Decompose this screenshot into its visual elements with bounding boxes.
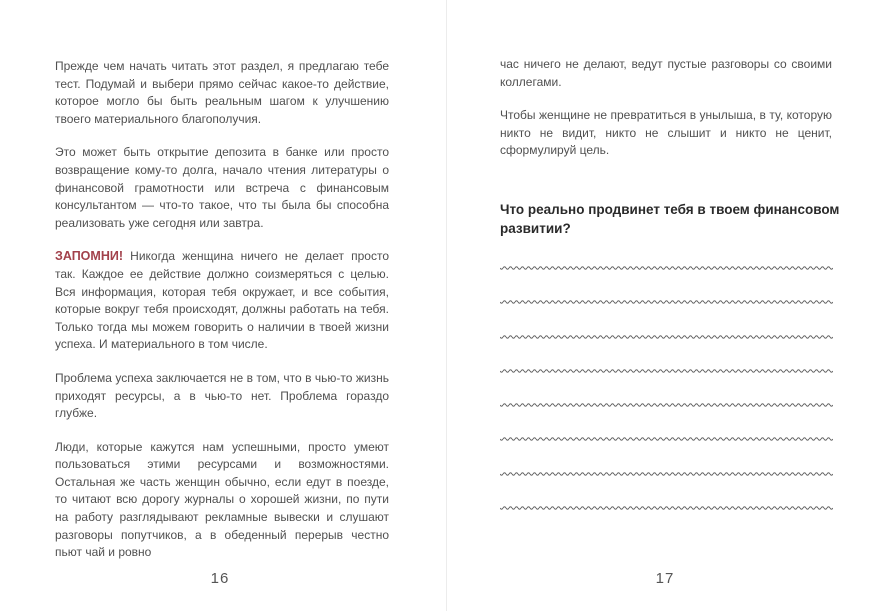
answer-line[interactable] bbox=[500, 395, 833, 429]
paragraph: час ничего не делают, ведут пустые разговоры со своими коллегами. bbox=[500, 57, 832, 89]
answer-line[interactable] bbox=[500, 361, 833, 395]
remember-text: Никогда женщина ничего не делает просто так. Каждое ее действие должно соизмеряться с целью. Вся информация, которая тебя окружает, и все события, которые вокруг тебя происходят, должны работать на тебя. Только тогда мы можем говорить о наличии в твоей жизни успеха. И материального в том числе. bbox=[55, 249, 389, 352]
remember-label: ЗАПОМНИ! bbox=[55, 249, 123, 264]
right-text-column bbox=[500, 56, 832, 176]
wavy-line-icon bbox=[500, 264, 833, 272]
wavy-line-icon bbox=[500, 298, 833, 306]
answer-line[interactable] bbox=[500, 464, 833, 498]
answer-line[interactable] bbox=[500, 498, 833, 532]
right-page bbox=[453, 0, 893, 611]
paragraph: Чтобы женщине не превратиться в унылыша, в ту, которую никто не видит, никто не слышит и никто не ценит, сформулируй цель. bbox=[500, 108, 832, 158]
wavy-line-icon bbox=[500, 470, 833, 478]
paragraph: Прежде чем начать читать этот раздел, я предлагаю тебе тест. Подумай и выбери прямо сейчас какое-то действие, которое могло бы быть реальным шагом к улучшению твоего материального благополучия. bbox=[55, 59, 389, 126]
wavy-line-icon bbox=[500, 367, 833, 375]
left-page bbox=[0, 0, 440, 611]
wavy-line-icon bbox=[500, 333, 833, 341]
book-spine bbox=[446, 0, 447, 611]
answer-line[interactable] bbox=[500, 258, 833, 292]
answer-lines bbox=[500, 258, 833, 532]
wavy-line-icon bbox=[500, 504, 833, 512]
wavy-line-icon bbox=[500, 401, 833, 409]
left-text-column bbox=[55, 58, 389, 578]
page-number-right: 17 bbox=[655, 570, 675, 587]
answer-line[interactable] bbox=[500, 292, 833, 326]
paragraph: Проблема успеха заключается не в том, что в чью-то жизнь приходят ресурсы, а в чью-то нет. Проблема гораздо глубже. bbox=[55, 370, 389, 421]
paragraph: Люди, которые кажутся нам успешными, просто умеют пользоваться этими ресурсами и возможностями. Остальная же часть женщин обычно, если едут в поезде, то читают всю дорогу журналы о хорошей жизни, по пути на работу разглядывают рекламные вывески и слушают разговоры попутчиков, а в обеденный перерыв честно пьют чай и ровно bbox=[55, 439, 389, 560]
answer-line[interactable] bbox=[500, 327, 833, 361]
question-heading: Что реально продвинет тебя в твоем финансовом развитии? bbox=[500, 202, 840, 236]
remember-paragraph bbox=[55, 248, 389, 354]
wavy-line-icon bbox=[500, 435, 833, 443]
question-block bbox=[500, 200, 840, 238]
page-number-left: 16 bbox=[210, 570, 230, 587]
paragraph: Это может быть открытие депозита в банке или просто возвращение кому-то долга, начало чтения литературы о финансовой грамотности или встреча с финансовым консультантом — что-то такое, что ты была бы способна реализовать уже сегодня или завтра. bbox=[55, 145, 389, 230]
answer-line[interactable] bbox=[500, 429, 833, 463]
